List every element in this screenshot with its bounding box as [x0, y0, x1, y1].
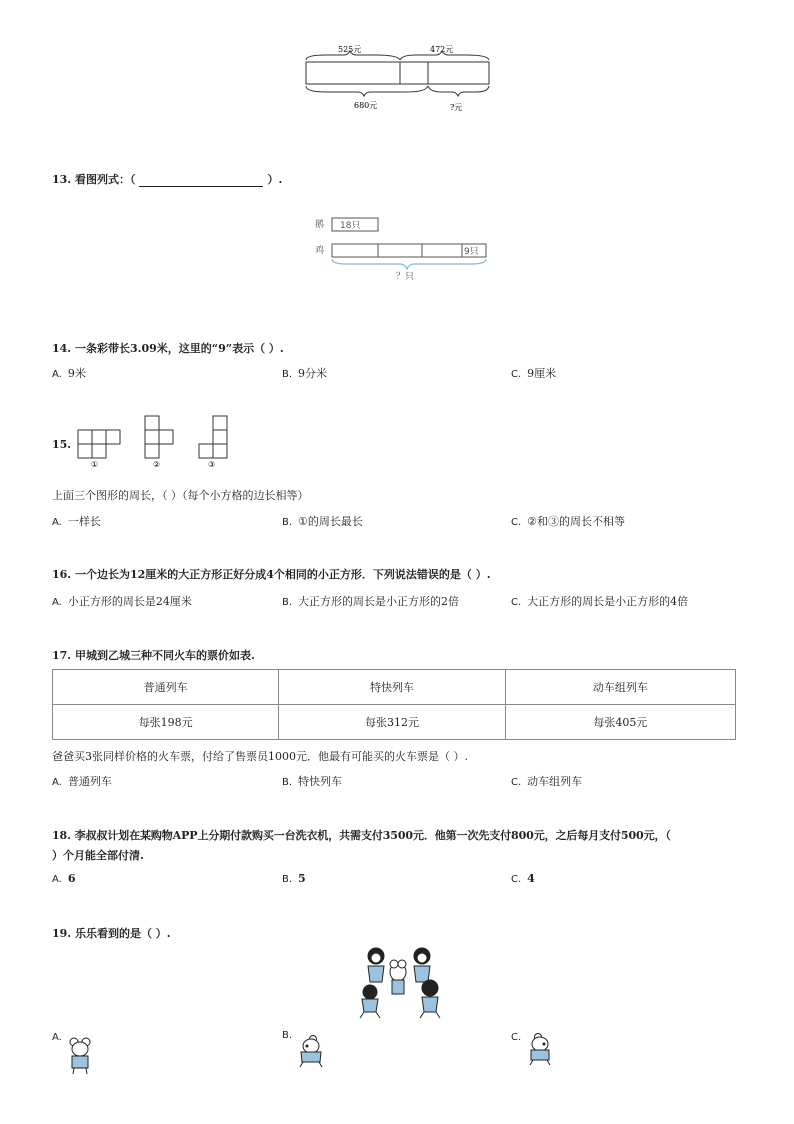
q15-label-1: ①	[91, 460, 99, 469]
option-label: A.	[52, 597, 62, 608]
q18-option-b[interactable]	[282, 872, 306, 885]
option-text: 9米	[67, 367, 86, 380]
option-label: B.	[282, 369, 293, 380]
option-label: A.	[52, 874, 62, 885]
q15-label-2: ②	[153, 460, 161, 469]
q17-stem: 17. 甲城到乙城三种不同火车的票价如表.	[52, 649, 255, 662]
option-text: 6	[67, 872, 76, 885]
q15-option-c[interactable]	[511, 513, 625, 529]
option-text: 9厘米	[527, 367, 557, 380]
q13-row2-label: 鸡	[315, 246, 325, 256]
q16-stem: 16. 一个边长为12厘米的大正方形正好分成4个相同的小正方形．下列说法错误的是（ ）.	[52, 568, 491, 581]
option-label: C.	[511, 597, 522, 608]
fig12-label-total: 680元	[354, 101, 378, 110]
option-text: 4	[527, 872, 535, 885]
q15-number: 15.	[52, 438, 72, 451]
option-text: 特快列车	[298, 775, 343, 788]
fig12-label-a: 525元	[338, 45, 362, 54]
option-label: B.	[282, 874, 293, 885]
option-label: C.	[511, 874, 522, 885]
q16-option-c[interactable]	[511, 593, 688, 609]
table-header-row	[53, 670, 736, 705]
ticket-price-table	[52, 669, 736, 740]
option-label: C.	[511, 517, 522, 528]
q14-stem: 14. 一条彩带长3.09米，这里的“9”表示（ ）.	[52, 342, 284, 355]
table-header-cell: 特快列车	[279, 670, 505, 705]
option-text: 5	[298, 872, 306, 885]
q14-option-c[interactable]	[511, 365, 556, 381]
q13-row2-value: 9只	[464, 247, 479, 257]
q19-scene-illustration	[346, 942, 450, 1020]
q19-option-a-image[interactable]	[66, 1036, 94, 1076]
fig12-label-q: ?元	[450, 103, 463, 112]
q19-option-b-image[interactable]	[296, 1034, 326, 1068]
q13-total: ？只	[396, 272, 415, 282]
option-label: B.	[282, 1030, 293, 1041]
option-text: 普通列车	[67, 775, 112, 788]
q19-stem: 19. 乐乐看到的是（ ）.	[52, 927, 171, 940]
option-text: 大正方形的周长是小正方形的2倍	[298, 595, 460, 608]
q18-option-a[interactable]	[52, 872, 76, 885]
q18-stem-line-1: 18. 李叔叔计划在某购物APP上分期付款购买一台洗衣机，共需支付3500元．他第一次先支付800元，之后每月支付500元，（	[52, 829, 671, 842]
fig12-label-b: 472元	[430, 45, 454, 54]
q15-label-3: ③	[208, 460, 216, 469]
option-text: 9分米	[298, 367, 328, 380]
option-text: 小正方形的周长是24厘米	[67, 595, 192, 608]
table-header-cell: 普通列车	[53, 670, 279, 705]
table-header-cell: 动车组列车	[505, 670, 735, 705]
option-label: C.	[511, 1032, 522, 1043]
table-cell: 每张312元	[279, 705, 505, 740]
q17-option-c[interactable]	[511, 773, 582, 789]
option-text: ①的周长最长	[298, 515, 363, 528]
option-label: A.	[52, 517, 62, 528]
q13-figure	[312, 214, 492, 284]
q16-option-a[interactable]	[52, 593, 192, 609]
option-label: C.	[511, 777, 522, 788]
option-text: 大正方形的周长是小正方形的4倍	[527, 595, 689, 608]
option-label: B.	[282, 777, 293, 788]
q18-option-c[interactable]	[511, 872, 535, 885]
q13-stem-prefix: 13. 看图列式：（	[52, 173, 136, 186]
q18-stem-line-2: ）个月能全部付清.	[52, 849, 144, 862]
option-label: C.	[511, 369, 522, 380]
q17-option-a[interactable]	[52, 773, 112, 789]
table-cell: 每张405元	[505, 705, 735, 740]
q13-stem	[52, 171, 282, 187]
q14-option-b[interactable]	[282, 365, 327, 381]
q13-stem-suffix: ）.	[267, 173, 283, 186]
q16-option-b[interactable]	[282, 593, 459, 609]
q15-stem: 上面三个图形的周长，（ ）（每个小方格的边长相等）	[52, 489, 309, 502]
q14-option-a[interactable]	[52, 365, 86, 381]
table-row	[53, 705, 736, 740]
option-text: 动车组列车	[527, 775, 583, 788]
option-label: B.	[282, 597, 293, 608]
q15-shapes-figure	[74, 412, 234, 470]
option-text: ②和③的周长不相等	[527, 515, 626, 528]
q15-option-a[interactable]	[52, 513, 101, 529]
q19-option-c[interactable]	[511, 1030, 527, 1043]
q13-answer-blank[interactable]	[139, 174, 263, 187]
table-cell: 每张198元	[53, 705, 279, 740]
q17-stem-2: 爸爸买3张同样价格的火车票，付给了售票员1000元．他最有可能买的火车票是（ ）.	[52, 750, 468, 763]
q19-option-c-image[interactable]	[527, 1032, 555, 1066]
q13-row1-label: 鹅	[315, 220, 325, 230]
q17-option-b[interactable]	[282, 773, 342, 789]
option-label: A.	[52, 777, 62, 788]
option-text: 一样长	[67, 515, 101, 528]
q15-option-b[interactable]	[282, 513, 363, 529]
option-label: A.	[52, 369, 62, 380]
q12-bar-diagram	[296, 40, 496, 116]
q13-row1-value: 18只	[340, 221, 361, 231]
option-label: B.	[282, 517, 293, 528]
option-label: A.	[52, 1032, 62, 1043]
